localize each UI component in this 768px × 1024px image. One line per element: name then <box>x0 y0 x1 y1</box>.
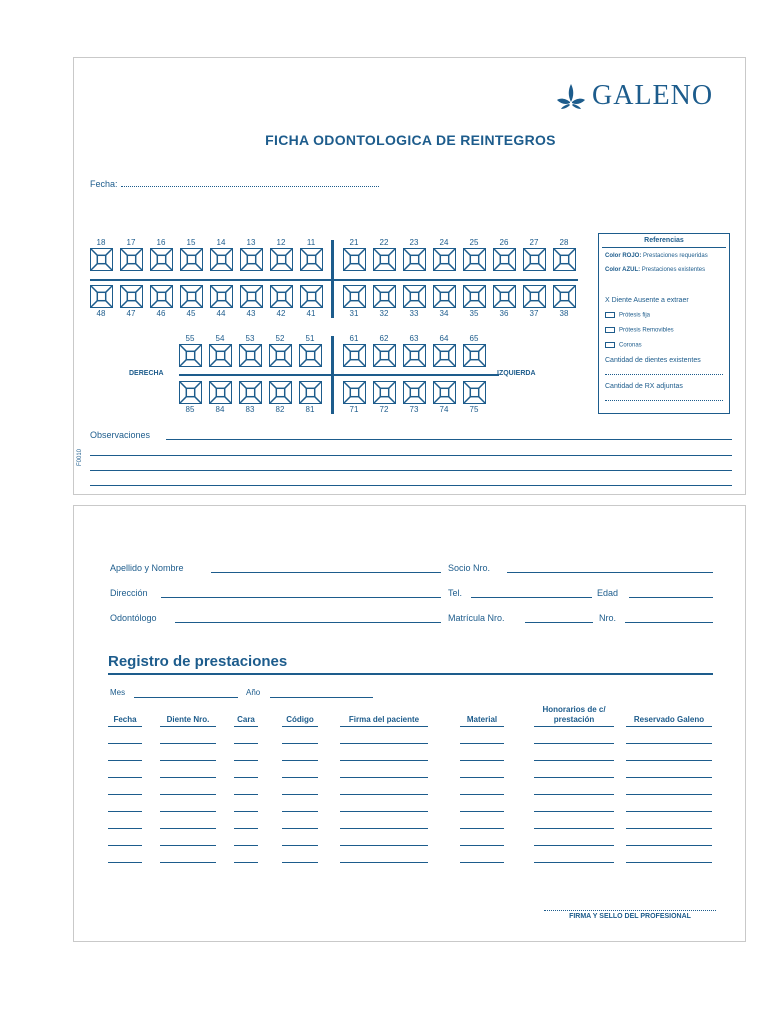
registro-cell-line[interactable] <box>626 777 712 778</box>
tooth-surfaces-icon <box>374 345 395 366</box>
registro-title: Registro de prestaciones <box>108 653 288 670</box>
tooth-number: 84 <box>215 405 225 414</box>
protesis-removibles-square-icon <box>605 327 615 333</box>
tooth-lower-left[interactable] <box>553 285 576 308</box>
col-honorarios-line-1: Honorarios de c/ <box>542 705 606 714</box>
odontologo-label: Odontólogo <box>110 613 157 623</box>
tooth-surfaces-icon <box>121 249 142 270</box>
registro-cell-line[interactable] <box>160 777 216 778</box>
tooth-surfaces-icon <box>464 249 485 270</box>
tooth-lower-left[interactable] <box>433 285 456 308</box>
registro-cell-line[interactable] <box>340 828 428 829</box>
registro-cell-line[interactable] <box>340 760 428 761</box>
tooth-surfaces-icon <box>404 249 425 270</box>
tooth-surfaces-icon <box>464 382 485 403</box>
registro-cell-line[interactable] <box>460 743 504 744</box>
tooth-surfaces-icon <box>344 345 365 366</box>
tooth-kid-lower-left[interactable] <box>463 381 486 404</box>
tooth-number: 81 <box>305 405 315 414</box>
tooth-lower-left[interactable] <box>463 285 486 308</box>
tooth-kid-upper-left[interactable] <box>403 344 426 367</box>
registro-cell-line[interactable] <box>160 828 216 829</box>
registro-cell-line[interactable] <box>626 862 712 863</box>
observaciones-line-1[interactable] <box>166 439 732 440</box>
tooth-number: 16 <box>156 238 166 247</box>
tooth-number: 35 <box>469 309 479 318</box>
tooth-number: 21 <box>349 238 359 247</box>
tooth-upper-left[interactable] <box>493 248 516 271</box>
odontogram-vertical-divider <box>331 240 334 318</box>
tooth-kid-lower-left[interactable] <box>343 381 366 404</box>
firma-line[interactable] <box>544 910 716 911</box>
tooth-surfaces-icon <box>181 286 202 307</box>
tooth-number: 44 <box>216 309 226 318</box>
tooth-kid-upper-left[interactable] <box>433 344 456 367</box>
odontogram-card <box>73 57 746 495</box>
firma-profesional-label: FIRMA Y SELLO DEL PROFESIONAL <box>569 913 691 920</box>
tooth-surfaces-icon <box>554 286 575 307</box>
tooth-number: 43 <box>246 309 256 318</box>
edad-label: Edad <box>597 588 619 598</box>
tooth-surfaces-icon <box>524 249 545 270</box>
referencias-box <box>598 233 730 414</box>
fecha-label: Fecha: <box>90 179 118 189</box>
tooth-surfaces-icon <box>180 382 201 403</box>
tooth-kid-upper-right[interactable] <box>239 344 262 367</box>
registro-cell-line[interactable] <box>626 760 712 761</box>
registro-cell-line[interactable] <box>108 743 142 744</box>
col-honorarios-line-2: prestación <box>553 715 595 724</box>
tooth-kid-upper-right[interactable] <box>209 344 232 367</box>
tooth-surfaces-icon <box>91 249 112 270</box>
registro-cell-line[interactable] <box>340 726 428 727</box>
tooth-lower-right[interactable] <box>120 285 143 308</box>
tooth-surfaces-icon <box>404 286 425 307</box>
tooth-surfaces-icon <box>464 345 485 366</box>
registro-cell-line[interactable] <box>160 845 216 846</box>
tooth-lower-right[interactable] <box>300 285 323 308</box>
tooth-number: 52 <box>275 334 285 343</box>
tooth-upper-left[interactable] <box>403 248 426 271</box>
tooth-number: 65 <box>469 334 479 343</box>
tooth-surfaces-icon <box>554 249 575 270</box>
ref-rojo-text: Prestaciones requeridas <box>643 253 708 259</box>
tooth-number: 46 <box>156 309 166 318</box>
registro-cell-line[interactable] <box>282 760 318 761</box>
tooth-surfaces-icon <box>211 249 232 270</box>
tooth-surfaces-icon <box>211 286 232 307</box>
registro-cell-line[interactable] <box>460 760 504 761</box>
tooth-upper-left[interactable] <box>523 248 546 271</box>
registro-cell-line[interactable] <box>534 777 614 778</box>
registro-cell-line[interactable] <box>340 811 428 812</box>
tooth-kid-upper-left[interactable] <box>463 344 486 367</box>
tooth-surfaces-icon <box>344 249 365 270</box>
registro-cell-line[interactable] <box>534 743 614 744</box>
registro-cell-line[interactable] <box>282 777 318 778</box>
tooth-number: 62 <box>379 334 389 343</box>
registro-cell-line[interactable] <box>108 811 142 812</box>
registro-cell-line[interactable] <box>234 845 258 846</box>
registro-cell-line[interactable] <box>534 811 614 812</box>
tooth-surfaces-icon <box>180 345 201 366</box>
tooth-upper-left[interactable] <box>343 248 366 271</box>
tooth-number: 73 <box>409 405 419 414</box>
tooth-surfaces-icon <box>151 249 172 270</box>
tooth-number: 33 <box>409 309 419 318</box>
tooth-number: 41 <box>306 309 316 318</box>
tooth-kid-upper-left[interactable] <box>343 344 366 367</box>
tooth-surfaces-icon <box>494 286 515 307</box>
registro-cell-line[interactable] <box>160 743 216 744</box>
tooth-surfaces-icon <box>374 249 395 270</box>
galeno-logo-text: GALENO <box>592 80 714 111</box>
tooth-number: 38 <box>559 309 569 318</box>
tooth-number: 28 <box>559 238 569 247</box>
observaciones-line-3[interactable] <box>90 470 732 471</box>
tooth-surfaces-icon <box>121 286 142 307</box>
tooth-surfaces-icon <box>434 249 455 270</box>
tooth-upper-right[interactable] <box>300 248 323 271</box>
registro-cell-line[interactable] <box>626 794 712 795</box>
col-codigo: Código <box>286 715 314 724</box>
registro-cell-line[interactable] <box>108 726 142 727</box>
tooth-number: 18 <box>96 238 106 247</box>
tooth-number: 71 <box>349 405 359 414</box>
tel-label: Tel. <box>448 588 463 598</box>
tooth-upper-right[interactable] <box>210 248 233 271</box>
tooth-number: 17 <box>126 238 136 247</box>
tooth-upper-right[interactable] <box>120 248 143 271</box>
tooth-number: 31 <box>349 309 359 318</box>
tooth-number: 63 <box>409 334 419 343</box>
tooth-kid-lower-left[interactable] <box>433 381 456 404</box>
registro-cell-line[interactable] <box>234 828 258 829</box>
registro-cell-line[interactable] <box>340 794 428 795</box>
ref-azul <box>605 267 705 273</box>
tooth-lower-right[interactable] <box>180 285 203 308</box>
observaciones-line-4[interactable] <box>90 485 732 486</box>
ref-azul-text: Prestaciones existentes <box>641 267 706 273</box>
ref-fija-text: Prótesis fija <box>619 312 651 319</box>
ref-coronas-text: Coronas <box>619 342 642 349</box>
apellido-label: Apellido y Nombre <box>110 563 184 573</box>
tooth-kid-lower-right[interactable] <box>269 381 292 404</box>
tooth-kid-lower-left[interactable] <box>373 381 396 404</box>
tooth-number: 26 <box>499 238 509 247</box>
tooth-surfaces-icon <box>301 249 322 270</box>
tooth-number: 23 <box>409 238 419 247</box>
registro-cell-line[interactable] <box>160 794 216 795</box>
tooth-number: 61 <box>349 334 359 343</box>
col-reservado: Reservado Galeno <box>633 715 705 724</box>
tooth-upper-left[interactable] <box>463 248 486 271</box>
tooth-lower-right[interactable] <box>270 285 293 308</box>
tooth-lower-right[interactable] <box>210 285 233 308</box>
tooth-number: 64 <box>439 334 449 343</box>
ref-cantidad-rx: Cantidad de RX adjuntas <box>605 383 683 390</box>
registro-cell-line[interactable] <box>534 726 614 727</box>
registro-cell-line[interactable] <box>626 828 712 829</box>
odontogram-horizontal-divider <box>90 279 578 281</box>
registro-cell-line[interactable] <box>282 828 318 829</box>
tooth-surfaces-icon <box>240 382 261 403</box>
tooth-surfaces-icon <box>241 286 262 307</box>
tooth-surfaces-icon <box>344 286 365 307</box>
tooth-surfaces-icon <box>271 286 292 307</box>
registro-cell-line[interactable] <box>460 777 504 778</box>
ref-azul-label: Color AZUL: <box>605 267 641 273</box>
col-firma-paciente: Firma del paciente <box>348 715 420 724</box>
registro-cell-line[interactable] <box>282 811 318 812</box>
registro-cell-line[interactable] <box>282 845 318 846</box>
tooth-number: 13 <box>246 238 256 247</box>
form-code: F0010 <box>77 448 83 466</box>
registro-cell-line[interactable] <box>282 726 318 727</box>
tooth-kid-lower-right[interactable] <box>209 381 232 404</box>
tooth-number: 42 <box>276 309 286 318</box>
ref-fija <box>605 312 650 319</box>
registro-cell-line[interactable] <box>108 862 142 863</box>
tooth-surfaces-icon <box>270 382 291 403</box>
registro-cell-line[interactable] <box>282 794 318 795</box>
kid-vertical-divider <box>331 336 334 414</box>
tooth-upper-left[interactable] <box>433 248 456 271</box>
ref-coronas <box>605 342 642 349</box>
col-cara: Cara <box>237 715 255 724</box>
socio-label: Socio Nro. <box>448 563 491 573</box>
registro-cell-line[interactable] <box>534 760 614 761</box>
registro-cell-line[interactable] <box>340 862 428 863</box>
tooth-upper-right[interactable] <box>270 248 293 271</box>
tooth-lower-left[interactable] <box>493 285 516 308</box>
registro-cell-line[interactable] <box>340 777 428 778</box>
registro-cell-line[interactable] <box>282 862 318 863</box>
registro-cell-line[interactable] <box>234 726 258 727</box>
registro-cell-line[interactable] <box>626 743 712 744</box>
tooth-number: 74 <box>439 405 449 414</box>
registro-cell-line[interactable] <box>340 743 428 744</box>
izquierda-label: IZQUIERDA <box>497 370 536 377</box>
registro-cell-line[interactable] <box>160 726 216 727</box>
direccion-label: Dirección <box>110 588 148 598</box>
tooth-upper-right[interactable] <box>240 248 263 271</box>
registro-cell-line[interactable] <box>234 760 258 761</box>
tooth-kid-lower-left[interactable] <box>403 381 426 404</box>
tooth-number: 72 <box>379 405 389 414</box>
tooth-upper-left[interactable] <box>373 248 396 271</box>
tooth-number: 48 <box>96 309 106 318</box>
ref-ausente: X Diente Ausente a extraer <box>605 297 689 304</box>
tooth-lower-right[interactable] <box>150 285 173 308</box>
registro-cell-line[interactable] <box>234 777 258 778</box>
tooth-surfaces-icon <box>210 382 231 403</box>
col-material: Material <box>466 715 498 724</box>
tooth-surfaces-icon <box>434 382 455 403</box>
tooth-number: 14 <box>216 238 226 247</box>
tooth-number: 83 <box>245 405 255 414</box>
tooth-surfaces-icon <box>241 249 262 270</box>
registro-card <box>73 505 746 942</box>
mes-label: Mes <box>110 688 126 697</box>
tooth-surfaces-icon <box>464 286 485 307</box>
kid-horizontal-divider <box>179 374 499 376</box>
registro-cell-line[interactable] <box>460 794 504 795</box>
registro-cell-line[interactable] <box>234 811 258 812</box>
ref-rojo-label: Color ROJO: <box>605 253 642 259</box>
registro-cell-line[interactable] <box>534 845 614 846</box>
tooth-number: 25 <box>469 238 479 247</box>
ref-rojo <box>605 253 708 259</box>
registro-cell-line[interactable] <box>160 862 216 863</box>
registro-cell-line[interactable] <box>534 828 614 829</box>
tooth-kid-upper-right[interactable] <box>269 344 292 367</box>
registro-cell-line[interactable] <box>534 862 614 863</box>
ref-cantidad-dientes: Cantidad de dientes existentes <box>605 357 701 364</box>
tooth-number: 34 <box>439 309 449 318</box>
registro-cell-line[interactable] <box>160 811 216 812</box>
tooth-number: 51 <box>305 334 315 343</box>
registro-cell-line[interactable] <box>234 743 258 744</box>
observaciones-label: Observaciones <box>90 430 151 440</box>
ref-removibles <box>605 327 674 334</box>
tooth-upper-right[interactable] <box>90 248 113 271</box>
tooth-number: 32 <box>379 309 389 318</box>
tooth-number: 36 <box>499 309 509 318</box>
derecha-label: DERECHA <box>129 370 164 377</box>
registro-cell-line[interactable] <box>108 794 142 795</box>
tooth-surfaces-icon <box>434 286 455 307</box>
registro-cell-line[interactable] <box>234 862 258 863</box>
tooth-number: 82 <box>275 405 285 414</box>
form-title: FICHA ODONTOLOGICA DE REINTEGROS <box>265 132 556 148</box>
registro-cell-line[interactable] <box>282 743 318 744</box>
tooth-lower-left[interactable] <box>403 285 426 308</box>
tooth-number: 22 <box>379 238 389 247</box>
coronas-square-icon <box>605 342 615 348</box>
tooth-surfaces-icon <box>344 382 365 403</box>
tooth-surfaces-icon <box>494 249 515 270</box>
tooth-surfaces-icon <box>91 286 112 307</box>
tooth-surfaces-icon <box>271 249 292 270</box>
tooth-surfaces-icon <box>270 345 291 366</box>
registro-cell-line[interactable] <box>108 760 142 761</box>
tooth-kid-lower-right[interactable] <box>179 381 202 404</box>
referencias-separator <box>602 247 726 248</box>
anio-label: Año <box>246 688 261 697</box>
tooth-number: 54 <box>215 334 225 343</box>
col-diente: Diente Nro. <box>166 715 210 724</box>
tooth-surfaces-icon <box>240 345 261 366</box>
tooth-upper-left[interactable] <box>553 248 576 271</box>
tooth-surfaces-icon <box>374 382 395 403</box>
tooth-surfaces-icon <box>524 286 545 307</box>
cantidad-dientes-line[interactable] <box>605 374 723 375</box>
tooth-number: 37 <box>529 309 539 318</box>
tooth-surfaces-icon <box>210 345 231 366</box>
registro-grid <box>74 506 747 943</box>
tooth-number: 11 <box>306 238 316 247</box>
registro-cell-line[interactable] <box>460 726 504 727</box>
tooth-surfaces-icon <box>181 249 202 270</box>
tooth-surfaces-icon <box>404 345 425 366</box>
tooth-number: 27 <box>529 238 539 247</box>
ref-removibles-text: Prótesis Removibles <box>619 327 674 334</box>
registro-cell-line[interactable] <box>626 845 712 846</box>
tooth-surfaces-icon <box>434 345 455 366</box>
tooth-kid-upper-left[interactable] <box>373 344 396 367</box>
registro-cell-line[interactable] <box>460 845 504 846</box>
tooth-surfaces-icon <box>300 345 321 366</box>
tooth-surfaces-icon <box>151 286 172 307</box>
tooth-surfaces-icon <box>374 286 395 307</box>
tooth-number: 15 <box>186 238 196 247</box>
registro-cell-line[interactable] <box>626 811 712 812</box>
observaciones-line-2[interactable] <box>90 455 732 456</box>
registro-cell-line[interactable] <box>460 828 504 829</box>
tooth-kid-upper-right[interactable] <box>179 344 202 367</box>
tooth-number: 45 <box>186 309 196 318</box>
tooth-kid-lower-right[interactable] <box>239 381 262 404</box>
nro-label: Nro. <box>599 613 617 623</box>
tooth-surfaces-icon <box>300 382 321 403</box>
tooth-number: 47 <box>126 309 136 318</box>
registro-cell-line[interactable] <box>340 845 428 846</box>
tooth-lower-left[interactable] <box>373 285 396 308</box>
registro-cell-line[interactable] <box>160 760 216 761</box>
registro-cell-line[interactable] <box>108 845 142 846</box>
tooth-lower-left[interactable] <box>523 285 546 308</box>
tooth-lower-right[interactable] <box>240 285 263 308</box>
registro-cell-line[interactable] <box>534 794 614 795</box>
tooth-number: 24 <box>439 238 449 247</box>
tooth-upper-right[interactable] <box>180 248 203 271</box>
tooth-number: 12 <box>276 238 286 247</box>
registro-cell-line[interactable] <box>234 794 258 795</box>
tooth-kid-lower-right[interactable] <box>299 381 322 404</box>
protesis-fija-square-icon <box>605 312 615 318</box>
tooth-number: 55 <box>185 334 195 343</box>
registro-cell-line[interactable] <box>108 777 142 778</box>
registro-cell-line[interactable] <box>460 811 504 812</box>
col-fecha: Fecha <box>113 715 137 724</box>
registro-cell-line[interactable] <box>108 828 142 829</box>
registro-cell-line[interactable] <box>626 726 712 727</box>
tooth-upper-right[interactable] <box>150 248 173 271</box>
tooth-lower-left[interactable] <box>343 285 366 308</box>
tooth-number: 53 <box>245 334 255 343</box>
tooth-number: 75 <box>469 405 479 414</box>
tooth-surfaces-icon <box>404 382 425 403</box>
cantidad-rx-line[interactable] <box>605 400 723 401</box>
tooth-lower-right[interactable] <box>90 285 113 308</box>
tooth-surfaces-icon <box>301 286 322 307</box>
registro-cell-line[interactable] <box>460 862 504 863</box>
tooth-number: 85 <box>185 405 195 414</box>
tooth-kid-upper-right[interactable] <box>299 344 322 367</box>
referencias-title: Referencias <box>644 237 684 244</box>
matricula-label: Matrícula Nro. <box>448 613 505 623</box>
